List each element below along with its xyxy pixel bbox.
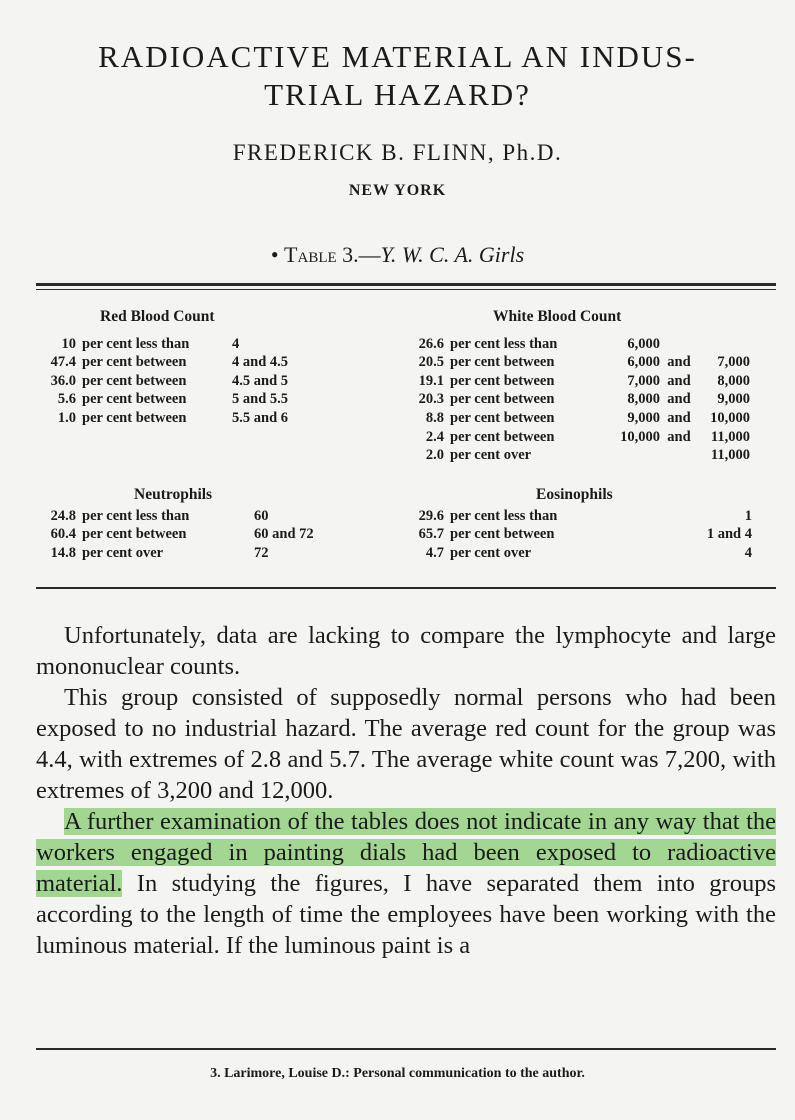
- white-blood-count-row: [398, 409, 750, 428]
- range-high: 7,000: [717, 354, 750, 371]
- row-description: per cent between: [82, 372, 187, 389]
- percent-value: 1.0: [57, 409, 76, 426]
- red-blood-count-row: [40, 409, 322, 428]
- percent-value: 36.0: [50, 372, 76, 389]
- row-description: per cent over: [450, 544, 532, 561]
- percent-value: 26.6: [418, 335, 444, 352]
- range-and: [660, 446, 698, 465]
- percent-value: 10: [61, 335, 76, 352]
- range-and: and: [667, 409, 691, 426]
- range-value: 5.5 and 6: [232, 409, 289, 426]
- percent-value: 2.4: [425, 428, 444, 445]
- highlighted-passage: A further examination of the tables does not indicate in any way that the workers engaged in painting dials had been exposed to radioactive material.: [36, 808, 776, 897]
- row-description: per cent between: [82, 526, 187, 543]
- white-blood-count-row: [398, 446, 750, 465]
- table-caption: [0, 242, 795, 268]
- neutrophils-row: [40, 544, 344, 563]
- footnote-rule: [36, 1048, 776, 1050]
- range-and: and: [667, 428, 691, 445]
- range-value: 5 and 5.5: [232, 391, 289, 408]
- author-affiliation: NEW YORK: [348, 182, 447, 199]
- percent-value: 47.4: [50, 354, 76, 371]
- row-description: per cent between: [450, 409, 555, 426]
- white-blood-count-row: [398, 372, 750, 391]
- red-blood-count-row: [40, 372, 322, 391]
- range-and: and: [667, 354, 691, 371]
- article-body: [36, 620, 776, 961]
- range-high: 10,000: [710, 409, 750, 426]
- footnote: 3. Larimore, Louise D.: Personal communication to the author.: [210, 1066, 585, 1081]
- row-description: per cent between: [450, 526, 555, 543]
- eosinophils-row: [398, 507, 752, 526]
- percent-value: 20.5: [418, 354, 444, 371]
- range-value: 1 and 4: [706, 526, 752, 543]
- range-value: 4.5 and 5: [232, 372, 289, 389]
- red-blood-count-row: [40, 353, 322, 372]
- range-value: 4: [232, 335, 240, 352]
- range-low: 9,000: [627, 409, 660, 426]
- range-low: 7,000: [627, 372, 660, 389]
- range-low: [600, 446, 660, 465]
- table-caption-prefix: Table 3.—: [284, 242, 381, 267]
- eosinophils-row: [398, 525, 752, 544]
- paragraph-1: Unfortunately, data are lacking to compare the lymphocyte and large mononuclear counts.: [36, 622, 776, 680]
- white-blood-count-row: [398, 390, 750, 409]
- neutrophils-row: [40, 507, 344, 526]
- range-and: [660, 335, 698, 354]
- red-blood-count-row: [40, 390, 322, 409]
- row-description: per cent between: [450, 372, 555, 389]
- percent-value: 20.3: [418, 391, 444, 408]
- range-value: 60 and 72: [254, 526, 314, 543]
- eosinophils-table: [398, 486, 752, 562]
- range-high: [698, 335, 750, 354]
- range-and: and: [667, 391, 691, 408]
- percent-value: 8.8: [425, 409, 444, 426]
- range-low: 10,000: [620, 428, 660, 445]
- percent-value: 19.1: [418, 372, 444, 389]
- row-description: per cent over: [450, 447, 532, 464]
- table-top-rule-thin: [36, 289, 776, 290]
- row-description: per cent between: [450, 428, 555, 445]
- range-and: and: [667, 372, 691, 389]
- row-description: per cent less than: [450, 507, 558, 524]
- neutrophils-row: [40, 525, 344, 544]
- row-description: per cent over: [82, 544, 164, 561]
- range-low: 6,000: [627, 354, 660, 371]
- bullet-icon: •: [270, 242, 279, 267]
- range-high: 8,000: [717, 372, 750, 389]
- row-description: per cent less than: [82, 507, 190, 524]
- red-blood-count-heading: Red Blood Count: [100, 308, 215, 325]
- percent-value: 29.6: [418, 507, 444, 524]
- row-description: per cent between: [450, 391, 555, 408]
- range-high: 11,000: [710, 428, 750, 445]
- white-blood-count-row: [398, 353, 750, 372]
- row-description: per cent between: [450, 354, 555, 371]
- percent-value: 60.4: [50, 526, 76, 543]
- range-value: 60: [254, 507, 269, 524]
- range-low: 8,000: [627, 391, 660, 408]
- table-caption-title: Y. W. C. A. Girls: [380, 242, 525, 267]
- percent-value: 65.7: [418, 526, 444, 543]
- neutrophils-heading: Neutrophils: [134, 486, 213, 503]
- eosinophils-heading: Eosinophils: [536, 486, 613, 503]
- white-blood-count-heading: White Blood Count: [493, 308, 622, 325]
- range-value: 72: [254, 544, 269, 561]
- row-description: per cent between: [82, 409, 187, 426]
- neutrophils-table: [40, 486, 344, 562]
- range-high: 11,000: [710, 447, 750, 464]
- red-blood-count-table: [40, 308, 322, 428]
- row-description: per cent between: [82, 391, 187, 408]
- paragraph-3: [36, 806, 776, 961]
- title-line-1: RADIOACTIVE MATERIAL AN INDUS-: [98, 39, 697, 74]
- range-value: 1: [744, 507, 752, 524]
- percent-value: 5.6: [57, 391, 76, 408]
- percent-value: 4.7: [425, 544, 444, 561]
- percent-value: 24.8: [50, 507, 76, 524]
- range-value: 4: [744, 544, 752, 561]
- range-value: 4 and 4.5: [232, 354, 289, 371]
- range-low: 6,000: [627, 335, 660, 352]
- article-title: [0, 38, 795, 114]
- red-blood-count-row: [40, 335, 322, 354]
- range-high: 9,000: [717, 391, 750, 408]
- paragraph-2: This group consisted of supposedly normal persons who had been exposed to no industrial hazard. The average red count for the group was 4.4, with extremes of 2.8 and 5.7. The average white count was 7,200, with extremes of 3,200 and 12,000.: [36, 684, 776, 804]
- row-description: per cent less than: [450, 335, 558, 352]
- author-name: FREDERICK B. FLINN, Ph.D.: [232, 140, 563, 165]
- eosinophils-row: [398, 544, 752, 563]
- white-blood-count-table: [398, 308, 750, 465]
- paragraph-3-continuation: In studying the figures, I have separated them into groups according to the length of time the employees have been working with the luminous material. If the luminous paint is a: [36, 870, 776, 959]
- row-description: per cent less than: [82, 335, 190, 352]
- table-bottom-rule: [36, 587, 776, 589]
- table-top-rule: [36, 283, 776, 286]
- white-blood-count-row: [398, 335, 750, 354]
- title-line-2: TRIAL HAZARD?: [264, 77, 531, 112]
- white-blood-count-row: [398, 428, 750, 447]
- percent-value: 14.8: [50, 544, 76, 561]
- row-description: per cent between: [82, 354, 187, 371]
- percent-value: 2.0: [425, 447, 444, 464]
